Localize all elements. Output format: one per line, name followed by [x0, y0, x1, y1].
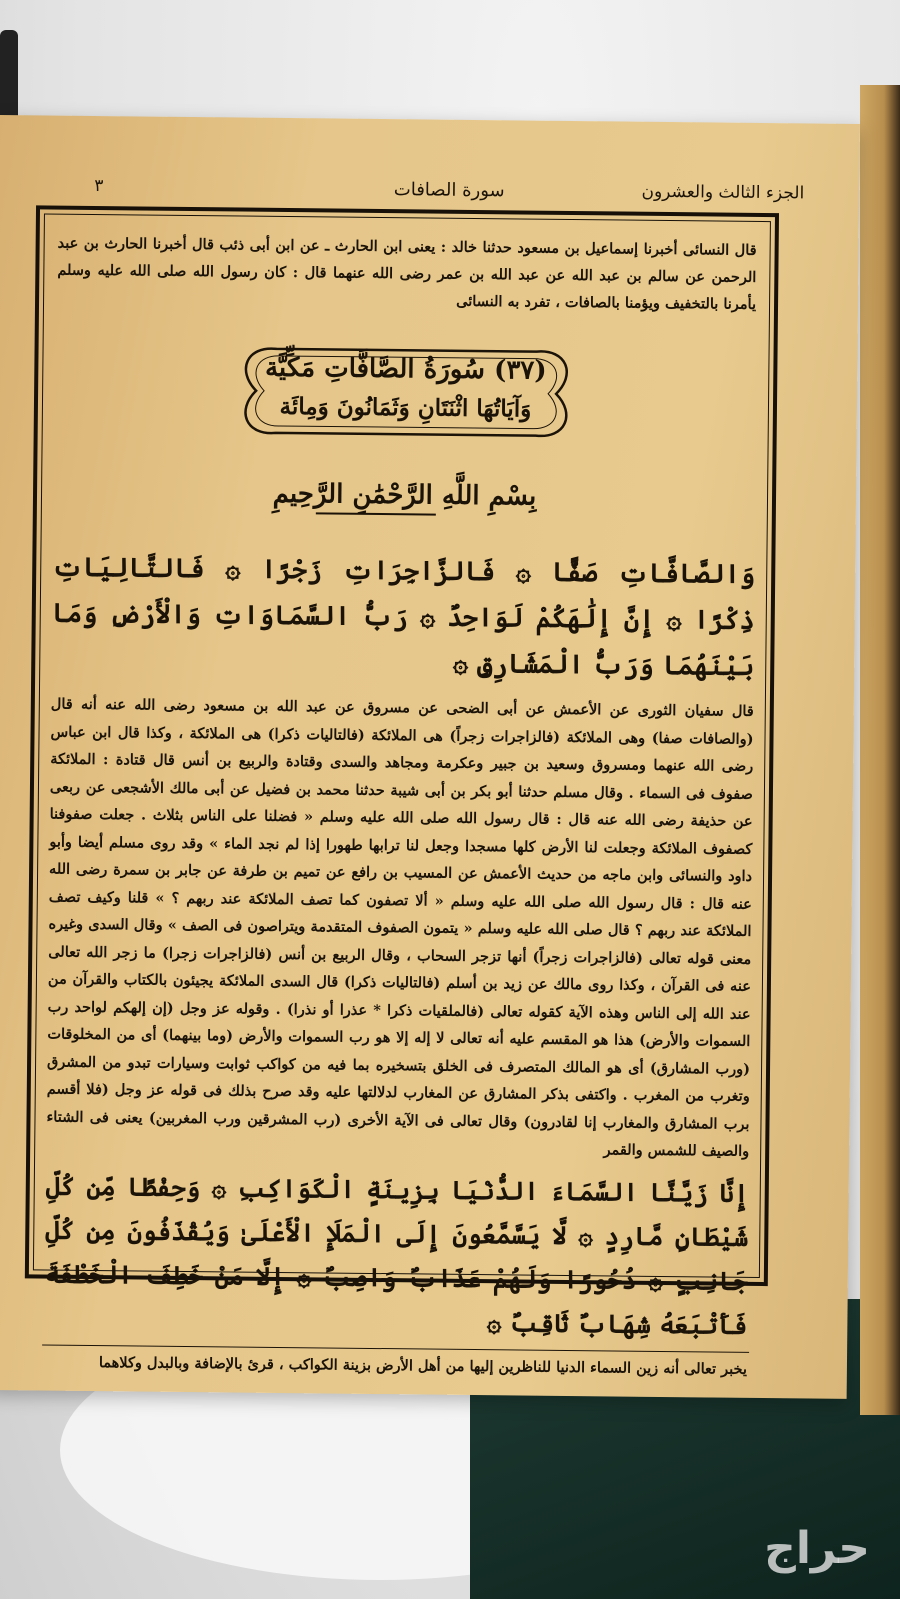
- running-head: [94, 171, 804, 208]
- surah-title: (٣٧) سُورَةُ الصَّافَّاتِ مَكِّيَّة: [264, 352, 547, 386]
- surah-verse-count: وَآيَاتُهَا اثْنَتَانِ وَثَمَانُونَ وَمِائَة: [279, 392, 532, 423]
- quran-verses-2: إِنَّا زَيَّنَّا السَّمَاءَ الدُّنْيَا بِزِينَةٍ الْكَوَاكِبِ ۞ وَحِفْظًا مِّن كُلِّ شَيْطَانٍ مَّارِدٍ ۞ لَّا يَسَّمَّعُونَ إِلَى الْمَلَإِ الْأَعْلَىٰ وَيُقْذَفُونَ مِن كُلِّ جَانِبٍ ۞ دُحُورًا وَلَهُمْ عَذَابٌ وَاصِبٌ ۞ إِلَّا مَنْ خَطِفَ الْخَطْفَةَ فَأَتْبَعَهُ شِهَابٌ ثَاقِبٌ ۞: [44, 1171, 749, 1340]
- page-number: ٣: [94, 175, 104, 197]
- header-part: الجزء الثالث والعشرون: [641, 181, 805, 204]
- book-page: [0, 115, 860, 1399]
- book-page-edge: [860, 85, 900, 1415]
- tafsir-continuation: يخبر تعالى أنه زين السماء الدنيا للناظرين إليها من أهل الأرض بزينة الكواكب ، قرئ بالإضافة وبالبدل وكلاهما: [98, 1353, 747, 1378]
- hadith-paragraph: قال النسائى أخبرنا إسماعيل بن مسعود حدثنا خالد : يعنى ابن الحارث ـ عن ابن أبى ذئب قال أخبرنا الحارث بن عبد الرحمن عن سالم بن عبد الله عن عبد الله بن عمر رضى الله عنهما قال : كان رسول الله صلى الله عليه وسلم يأمرنا بالتخفيف ويؤمنا بالصافات ، تفرد به النسائى: [57, 234, 757, 313]
- basmala: [51, 477, 758, 534]
- surah-title-cartouche: [225, 340, 586, 444]
- header-surah: سورة الصافات: [393, 178, 505, 201]
- text-frame: [25, 205, 779, 1378]
- quran-verses-1: وَالصَّافَّاتِ صَفًّا ۞ فَالزَّاجِرَاتِ زَجْرًا ۞ فَالتَّالِيَاتِ ذِكْرًا ۞ إِنَّ إِلَٰهَكُمْ لَوَاحِدٌ ۞ رَبُّ السَّمَاوَاتِ وَالْأَرْضِ وَمَا بَيْنَهُمَا وَرَبُّ الْمَشَارِقِ ۞: [51, 552, 756, 682]
- tafsir-text: قال سفيان الثورى عن الأعمش عن أبى الضحى عن مسروق عن عبد الله بن مسعود رضى الله عنه أنه قال (والصافات صفا) وهى الملائكة (فالزاجرات زجراً) هى الملائكة (فالتاليات ذكرا) هى الملائكة ، وكذا قال ابن عباس رضى الله عنهما ومسروق وسعيد بن جبير وعكرمة ومجاهد والسدى وقتادة والربيع بن أنس قال قتادة : الملائكة صفوف فى السماء . وقال مسلم حدثنا أبو بكر بن أبى شيبة حدثنا محمد بن فضيل عن أبى مالك الأشجعى عن ربعى عن حذيفة رضى الله عنه قال : قال رسول الله صلى الله عليه وسلم « فضلنا على الناس بثلاث . جعلت صفوفنا كصفوف الملائكة وجعلت لنا الأرض كلها مسجدا وجعل لنا ترابها طهورا إذا لم نجد الماء » وقد روى مسلم أيضا وأبو داود والنسائى وابن ماجه من حديث الأعمش عن المسيب بن رافع عن تميم بن طرفة عن جابر بن سمرة رضى الله عنه قال : قال رسول الله صلى الله عليه وسلم « ألا تصفون كما تصف الملائكة عند ربهم ؟ » قلنا وكيف تصف الملائكة عند ربهم ؟ قال صلى الله عليه وسلم « يتمون الصفوف المتقدمة ويتراصون فى الصف » وقال السدى وغيره معنى قوله تعالى (فالزاجرات زجراً) أنها تزجر السحاب ، وقال الربيع بن أنس (فالزاجرات زجرا) ما زجر الله تعالى عنه فى القرآن ، وكذا روى مالك عن زيد بن أسلم (فالتاليات ذكرا) قال السدى الملائكة يجيئون بالكتاب والقرآن من عند الله إلى الناس وهذه الآية كقوله تعالى (فالملقيات ذكرا * عذرا أو نذرا) . وقوله عز وجل (إن إلهكم لواحد رب السموات والأرض) هذا هو المقسم عليه أنه تعالى لا إله إلا هو رب السموات والأرض (وما بينهما) أى من المخلوقات (ورب المشارق) أى هو المالك المتصرف فى الخلق بتسخيره بما فيه من كواكب ثوابت وسيارات تبدو من المشرق وتغرب من المغرب . واكتفى بذكر المشارق عن المغارب لدلالتها عليه وقد صرح بذلك فى قوله عز وجل (فلا أقسم برب المشارق والمغارب إنا لقادرون) وقال تعالى فى الآية الأخرى (رب المشرقين ورب المغربين) يعنى فى الشتاء والصيف للشمس والقمر: [46, 695, 754, 1160]
- basmala-text: بِسْمِ اللَّهِ الرَّحْمَٰنِ الرَّحِيمِ: [272, 478, 537, 512]
- watermark-logo: حراج: [764, 1523, 870, 1574]
- basmala-line: [316, 512, 436, 515]
